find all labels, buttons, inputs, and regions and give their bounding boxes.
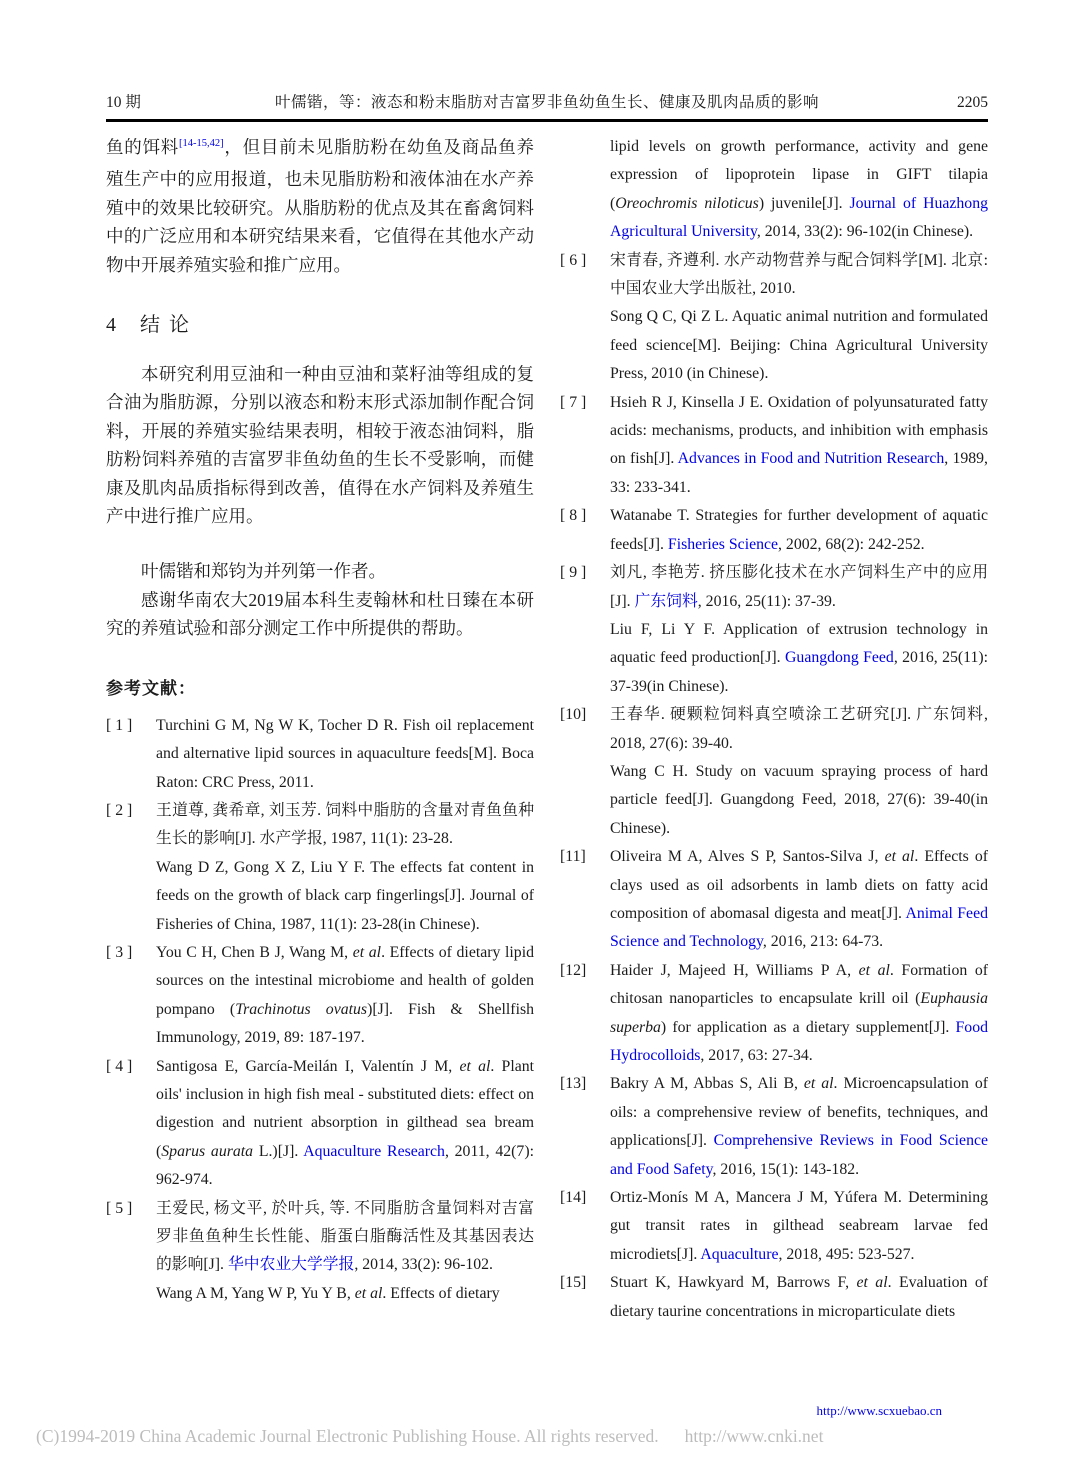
text-segment: , 2018, 495: 523-527.: [778, 1245, 915, 1263]
reference-item: [560, 843, 988, 957]
reference-body: [610, 1269, 988, 1326]
text-segment: Wang D Z, Gong X Z, Liu Y F. The effects fat content in feeds on the growth of black carp fingerlings[J]. Journal of Fisheries of China, 1987, 11(1): 23-28(in Chinese).: [156, 858, 534, 933]
text-segment: 王道尊, 龚希章, 刘玉芳. 饲料中脂肪的含量对青鱼鱼种生长的影响[J]. 水产学报, 1987, 11(1): 23-28.: [156, 801, 534, 848]
reference-item: [106, 797, 534, 939]
text-segment: , 2016, 25(11): 37-39.: [697, 592, 836, 610]
text-segment: )[J]. Fish & Shellfish Immunology, 2019, 89: 187-197.: [156, 1000, 534, 1047]
journal-link[interactable]: Fisheries Science: [667, 535, 779, 553]
species-or-etal-italic: Sparus aurata: [161, 1142, 254, 1160]
reference-number: [ 6 ]: [560, 251, 587, 269]
text-segment: Wang C H. Study on vacuum spraying process of hard particle feed[J]. Guangdong Feed, 2018, 27(6): 39-40(in Chinese).: [610, 762, 988, 837]
species-or-etal-italic: Trachinotus ovatus: [235, 1000, 368, 1018]
reference-body: [610, 389, 988, 503]
reference-number: [10]: [560, 706, 587, 724]
journal-link[interactable]: 广东饲料: [634, 592, 698, 610]
species-or-etal-italic: et al: [352, 943, 382, 961]
reference-body: [156, 1053, 534, 1195]
species-or-etal-italic: et al: [354, 1284, 383, 1302]
reference-number: [ 7 ]: [560, 393, 587, 411]
text-segment: Watanabe T. Strategies for further development of aquatic feeds[J].: [610, 507, 988, 553]
reference-text-block: [610, 247, 988, 304]
text-segment: . Microencapsulation of oils: a comprehensive review of benefits, techniques, and applications[J].: [610, 1075, 988, 1150]
text-segment: , 2017, 63: 27-34.: [700, 1047, 813, 1064]
reference-item: [560, 957, 988, 1071]
reference-body: [156, 939, 534, 1053]
journal-link[interactable]: 华中农业大学学报: [227, 1256, 355, 1274]
text-segment: . Effects of dietary: [382, 1284, 500, 1302]
reference-item: [560, 701, 988, 843]
reference-item: [560, 1184, 988, 1269]
reference-text-block: [156, 1053, 534, 1195]
text-segment: 鱼的饵料: [106, 137, 180, 157]
reference-item: [560, 389, 988, 503]
text-segment: Song Q C, Qi Z L. Aquatic animal nutrition and formulated feed science[M]. Beijing: China Agricultural University Press, 2010 (in Chinese).: [610, 308, 988, 383]
right-column: [560, 133, 988, 1407]
reference-number: [560, 133, 610, 247]
page-number: 2205: [957, 94, 988, 111]
reference-item: [560, 133, 988, 247]
reference-text-block: [610, 389, 988, 503]
section-title: 结论: [140, 314, 198, 337]
reference-item: [106, 1053, 534, 1195]
section-number: 4: [106, 314, 116, 337]
reference-body: [610, 133, 988, 247]
reference-text-block: [610, 559, 988, 616]
reference-text-block: [610, 1269, 988, 1326]
reference-text-block: [610, 303, 988, 388]
reference-item: [560, 247, 988, 389]
acknowledgment-block: [106, 557, 534, 642]
text-segment: Bakry A M, Abbas S, Ali B,: [610, 1075, 804, 1093]
reference-number: [14]: [560, 1189, 587, 1207]
journal-link[interactable]: Aquaculture: [700, 1245, 779, 1263]
left-column: [106, 133, 534, 1407]
copyright-text: (C)1994-2019 China Academic Journal Electronic Publishing House. All rights reserved.: [36, 1426, 659, 1446]
reference-number: [ 8 ]: [560, 507, 587, 525]
reference-item: [560, 1269, 988, 1326]
reference-body: [610, 247, 988, 389]
text-segment: ) juvenile[J].: [758, 194, 850, 212]
species-or-etal-italic: et al: [459, 1057, 491, 1075]
reference-body: [610, 1184, 988, 1269]
text-segment: Ortiz-Monís M A, Mancera J M, Yúfera M. Determining gut transit rates in gilthead seabream larvae fed microdiets[J].: [610, 1189, 988, 1263]
species-or-etal-italic: et al: [884, 848, 915, 866]
reference-text-block: [610, 616, 988, 701]
references-list-left: [106, 712, 534, 1309]
reference-number: [ 5 ]: [106, 1199, 133, 1217]
journal-link[interactable]: Advances in Food and Nutrition Research: [677, 450, 945, 468]
reference-item: [106, 939, 534, 1053]
text-segment: , 1989, 33: 233-341.: [610, 450, 988, 496]
journal-link[interactable]: Food Hydrocolloids: [610, 1018, 988, 1064]
text-segment: ，但目前未见脂肪粉在幼鱼及商品鱼养殖生产中的应用报道，也未见脂肪粉和液体油在水产养殖中的效果比较研究。从脂肪粉的优点及其在畜禽饲料中的广泛应用和本研究结果来看，它值得在其他水产动物中开展养殖实验和推广应用。: [106, 137, 535, 275]
text-segment: . Effects of dietary lipid sources on the intestinal microbiome and health of golden pompano (: [156, 943, 534, 1018]
reference-item: [106, 712, 534, 797]
reference-number: [ 1 ]: [106, 716, 133, 734]
text-segment: , 2014, 33(2): 96-102.: [354, 1256, 494, 1274]
reference-text-block: [610, 1070, 988, 1184]
journal-link[interactable]: Animal Feed Science and Technology: [610, 904, 988, 951]
text-segment: . Effects of clays used as oil adsorbents in lamb diets on fatty acid composition of abomasal digesta and meat[J].: [610, 848, 988, 922]
reference-body: [156, 1195, 534, 1309]
text-segment: Stuart K, Hawkyard M, Barrows F,: [610, 1274, 857, 1292]
text-segment: Santigosa E, García-Meilán I, Valentín J M,: [156, 1057, 460, 1075]
citation-ref-link[interactable]: [14-15,42]: [179, 138, 224, 149]
header-rule: [106, 119, 988, 122]
references-list-right: [560, 133, 988, 1326]
reference-body: [156, 797, 534, 939]
reference-number: [15]: [560, 1274, 587, 1292]
reference-text-block: [610, 957, 988, 1071]
text-segment: , 2016, 213: 64-73.: [762, 933, 884, 951]
reference-number: [ 2 ]: [106, 801, 133, 819]
species-or-etal-italic: Euphausia superba: [610, 990, 988, 1036]
reference-number: [ 4 ]: [106, 1057, 133, 1075]
reference-body: [610, 957, 988, 1071]
reference-text-block: [610, 502, 988, 559]
text-segment: . Evaluation of dietary taurine concentrations in microparticulate diets: [610, 1274, 988, 1320]
species-or-etal-italic: et al: [803, 1075, 834, 1093]
text-segment: 王爱民, 杨文平, 於叶兵, 等. 不同脂肪含量饲料对吉富罗非鱼鱼种生长性能、脂蛋白脂酶活性及其基因表达的影响[J].: [156, 1199, 534, 1274]
page-header: [106, 90, 988, 112]
text-segment: , 2016, 25(11): 37-39(in Chinese).: [610, 649, 988, 695]
text-segment: , 2002, 68(2): 242-252.: [778, 535, 925, 553]
reference-text-block: [156, 1280, 534, 1308]
text-segment: , 2011, 42(7): 962-974.: [156, 1142, 534, 1189]
text-segment: , 2016, 15(1): 143-182.: [712, 1160, 860, 1178]
reference-item: [560, 1070, 988, 1184]
reference-body: [610, 843, 988, 957]
species-or-etal-italic: et al: [856, 1274, 888, 1292]
journal-link[interactable]: Guangdong Feed: [785, 649, 894, 667]
reference-body: [610, 559, 988, 701]
text-segment: . Formation of chitosan nanoparticles to encapsulate krill oil (: [610, 961, 988, 1008]
reference-text-block: [610, 843, 988, 957]
scxuebao-link[interactable]: http://www.scxuebao.cn: [816, 1403, 942, 1418]
reference-number: [13]: [560, 1075, 587, 1093]
reference-number: [ 9 ]: [560, 564, 587, 582]
text-segment: lipid levels on growth performance, activity and gene expression of lipoprotein lipase in GIFT tilapia (: [610, 138, 988, 212]
two-column-body: [106, 133, 988, 1407]
text-segment: You C H, Chen B J, Wang M,: [156, 943, 353, 961]
section-heading-conclusion: [106, 308, 534, 337]
reference-text-block: [610, 758, 988, 843]
reference-number: [12]: [560, 961, 587, 979]
text-segment: Liu F, Li Y F. Application of extrusion technology in aquatic feed production[J].: [610, 620, 988, 667]
journal-link[interactable]: Comprehensive Reviews in Food Science and Food Safety: [610, 1132, 988, 1178]
reference-item: [560, 502, 988, 559]
text-segment: L.)[J].: [253, 1142, 304, 1160]
text-segment: ) for application as a dietary supplement[J].: [660, 1018, 956, 1036]
running-title: 叶儒锴，等：液态和粉末脂肪对吉富罗非鱼幼鱼生长、健康及肌肉品质的影响: [274, 94, 819, 111]
cnki-link[interactable]: http://www.cnki.net: [684, 1426, 824, 1446]
reference-text-block: [610, 133, 988, 247]
reference-text-block: [610, 701, 988, 758]
coauthor-note: 叶儒锴和郑钧为并列第一作者。: [141, 561, 386, 582]
journal-link[interactable]: Aquaculture Research: [303, 1142, 445, 1160]
reference-text-block: [610, 1184, 988, 1269]
text-segment: Wang A M, Yang W P, Yu Y B,: [156, 1284, 355, 1302]
reference-body: [156, 712, 534, 797]
reference-text-block: [156, 854, 534, 939]
reference-text-block: [156, 939, 534, 1053]
text-segment: . Plant oils' inclusion in high fish meal - substituted diets: effect on digestion and nutrient absorption in gilthead sea bream (: [156, 1057, 535, 1160]
text-segment: Haider J, Majeed H, Williams P A,: [610, 961, 859, 979]
text-segment: 王春华. 硬颗粒饲料真空喷涂工艺研究[J]. 广东饲料, 2018, 27(6): 39-40.: [610, 706, 988, 752]
reference-number: [11]: [560, 848, 586, 866]
journal-link[interactable]: Journal of Huazhong Agricultural University: [610, 194, 988, 241]
species-or-etal-italic: et al: [858, 961, 890, 979]
issue-label: 10 期: [106, 94, 141, 111]
reference-text-block: [156, 1195, 534, 1280]
body-paragraph-continuation: [106, 133, 534, 279]
reference-body: [610, 701, 988, 843]
reference-body: [610, 1070, 988, 1184]
reference-body: [610, 502, 988, 559]
references-heading: 参考文献：: [106, 678, 196, 698]
text-segment: , 2014, 33(2): 96-102(in Chinese).: [756, 223, 974, 241]
reference-item: [560, 559, 988, 701]
reference-text-block: [156, 712, 534, 797]
text-segment: 刘凡, 李艳芳. 挤压膨化技术在水产饲料生产中的应用[J].: [610, 564, 988, 610]
thanks-note: 感谢华南农大2019届本科生麦翰林和杜日臻在本研究的养殖试验和部分测定工作中所提供的帮助。: [106, 589, 534, 639]
copyright-line: [36, 1426, 823, 1447]
reference-number: [ 3 ]: [106, 943, 133, 961]
text-segment: 宋青春, 齐遵利. 水产动物营养与配合饲料学[M]. 北京: 中国农业大学出版社, 2010.: [610, 251, 988, 298]
reference-item: [106, 1195, 534, 1309]
text-segment: Oliveira M A, Alves S P, Santos-Silva J,: [610, 848, 885, 866]
species-or-etal-italic: Oreochromis niloticus: [615, 194, 759, 212]
text-segment: Turchini G M, Ng W K, Tocher D R. Fish oil replacement and alternative lipid sources in aquaculture feeds[M]. Boca Raton: CRC Press, 2011.: [156, 716, 534, 791]
conclusion-paragraph: 本研究利用豆油和一种由豆油和菜籽油等组成的复合油为脂肪源，分别以液态和粉末形式添加制作配合饲料，开展的养殖实验结果表明，相较于液态油饲料，脂肪粉饲料养殖的吉富罗非鱼幼鱼的生长不受影响，而健康及肌肉品质指标得到改善，值得在水产饲料及养殖生产中进行推广应用。: [106, 364, 534, 527]
reference-text-block: [156, 797, 534, 854]
text-segment: Hsieh R J, Kinsella J E. Oxidation of polyunsaturated fatty acids: mechanisms, products, and inhibition with emphasis on fish[J].: [610, 393, 988, 468]
